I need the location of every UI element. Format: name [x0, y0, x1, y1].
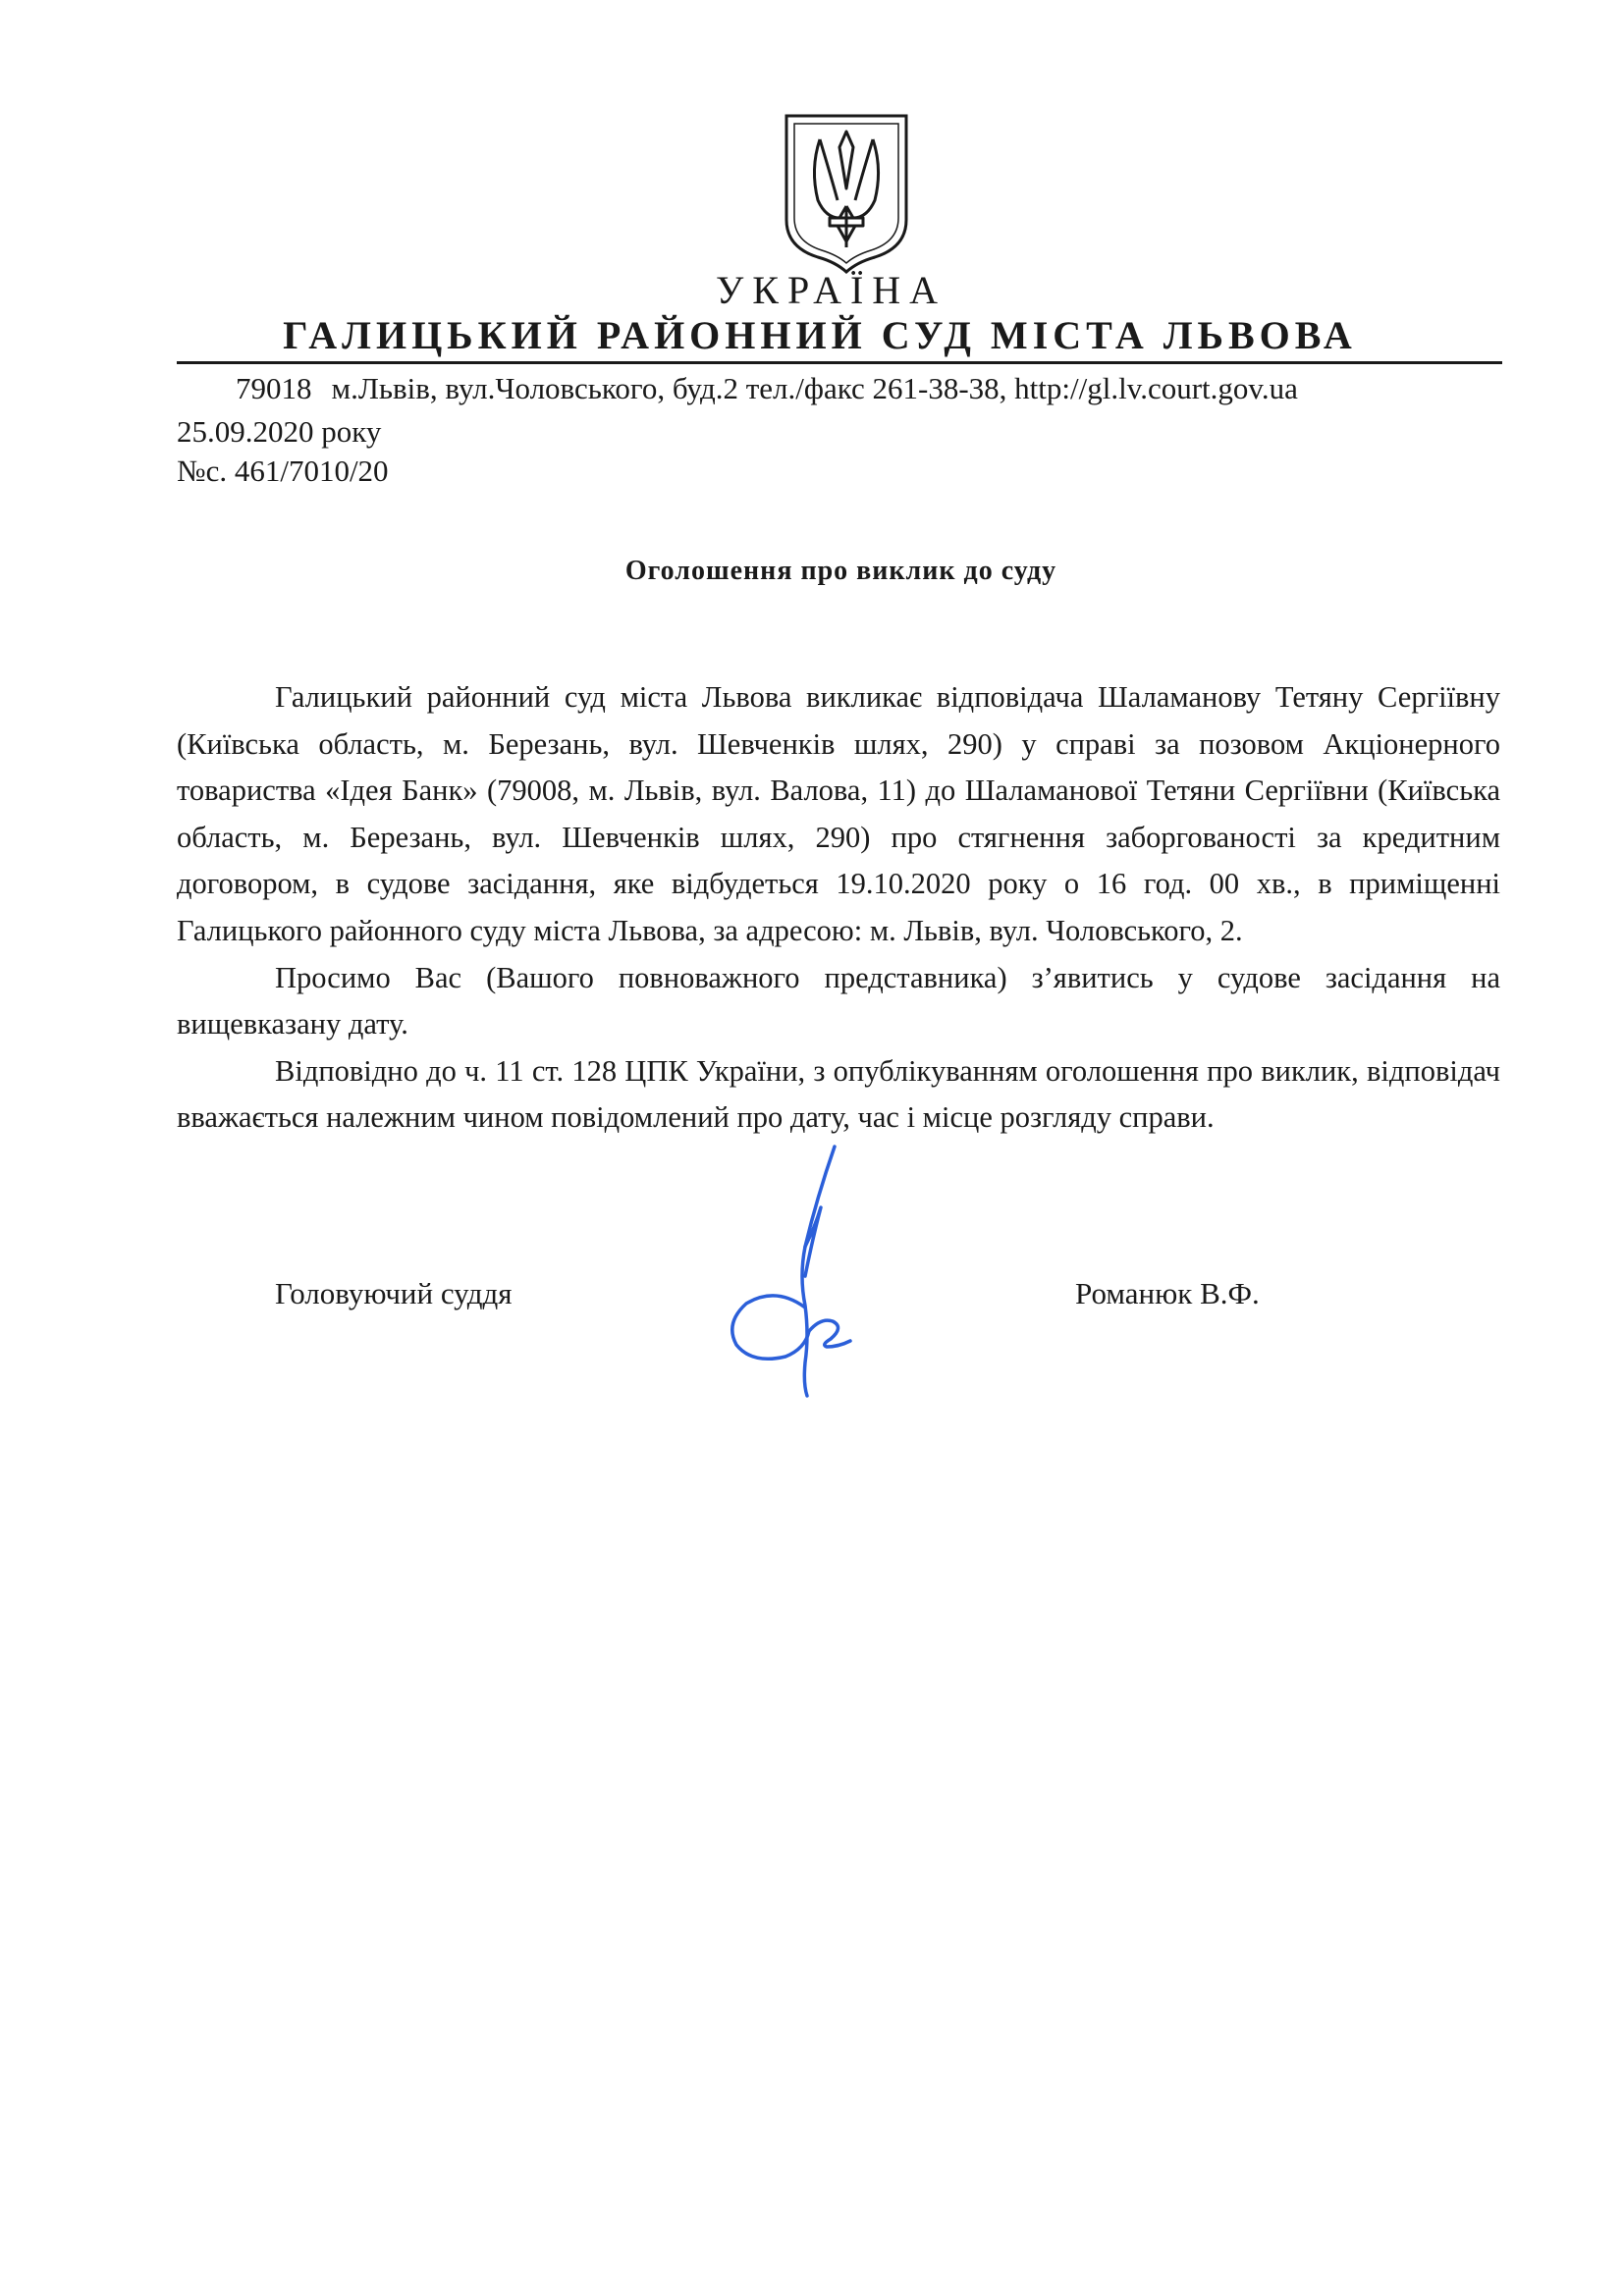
notice-paragraph: Просимо Вас (Вашого повноважного представника) з’явитись у судове засідання на вищевказану дату.	[177, 960, 1500, 1041]
country-heading: УКРАЇНА	[715, 268, 947, 312]
judge-name: Романюк В.Ф.	[1075, 1276, 1260, 1310]
notice-body	[177, 674, 1500, 1142]
notice-paragraph: Відповідно до ч. 11 ст. 128 ЦПК України, з опублікуванням оголошення про виклик, відповідач вважається належним чином повідомлений про дату, час і місце розгляду справи.	[177, 1053, 1500, 1135]
document-date: 25.09.2020 року	[177, 414, 382, 449]
address-zip: 79018	[236, 371, 312, 405]
judge-position: Головуючий суддя	[275, 1276, 513, 1310]
notice-title: Оголошення про виклик до суду	[624, 556, 1057, 586]
trident-coat-of-arms-icon	[781, 110, 912, 275]
notice-paragraph: Галицький районний суд міста Львова викликає відповідача Шаламанову Тетяну Сергіївну (Київська область, м. Березань, вул. Шевченків шлях, 290) у справі за позовом Акціонерного товариства «Ідея Банк» (79008, м. Львів, вул. Валова, 11) до Шаламанової Тетяни Сергіївни (Київська область, м. Березань, вул. Шевченків шлях, 290) про стягнення заборгованості за кредитним договором, в судове засідання, яке відбудеться 19.10.2020 року о 16 год. 00 хв., в приміщенні Галицького районного суду міста Львова, за адресою: м. Львів, вул. Чоловського, 2.	[177, 680, 1500, 947]
handwritten-signature-icon	[707, 1139, 864, 1404]
court-address	[236, 371, 1298, 406]
header-divider	[177, 361, 1502, 364]
address-details: м.Львів, вул.Чоловського, буд.2 тел./факс 261-38-38, http://gl.lv.court.gov.ua	[331, 371, 1298, 405]
case-number: №с. 461/7010/20	[177, 454, 389, 488]
court-name-heading: ГАЛИЦЬКИЙ РАЙОННИЙ СУД МІСТА ЛЬВОВА	[283, 313, 1357, 357]
